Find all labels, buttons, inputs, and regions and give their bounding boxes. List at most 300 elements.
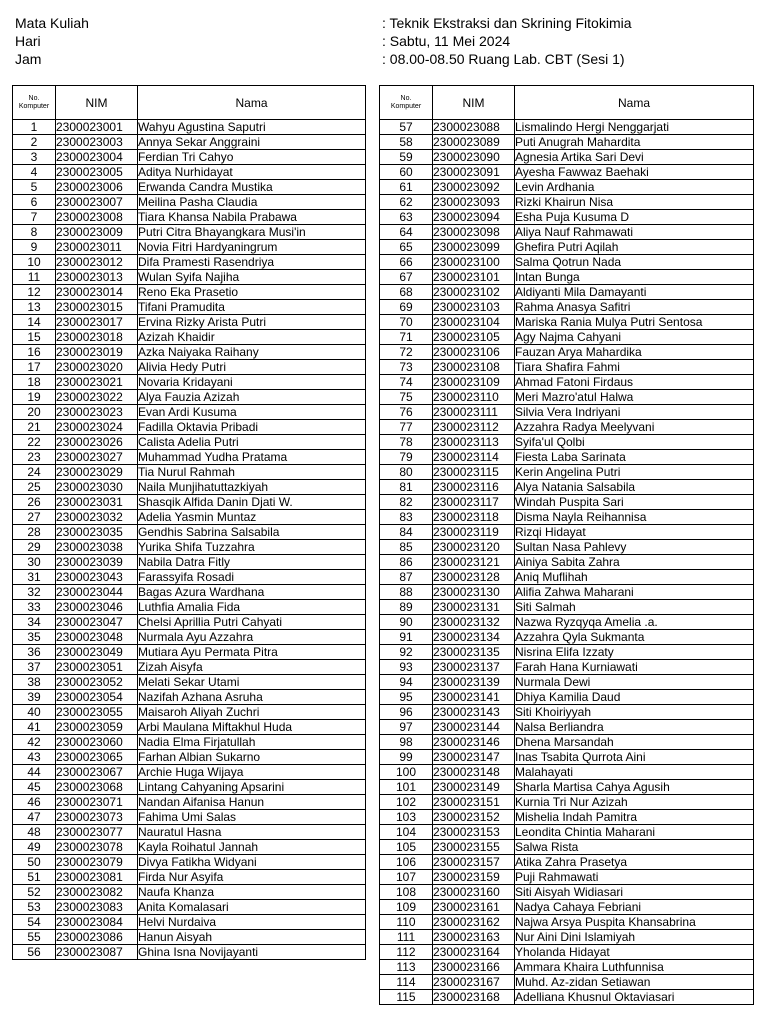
table-row (13, 720, 366, 735)
table-row (380, 255, 754, 270)
cell-nama: Rahma Anasya Safitri (515, 300, 754, 315)
cell-nim: 2300023121 (433, 555, 515, 570)
cell-nim: 2300023094 (433, 210, 515, 225)
table-row (380, 630, 754, 645)
cell-nama: Levin Ardhania (515, 180, 754, 195)
cell-no: 4 (13, 165, 56, 180)
table-row (380, 840, 754, 855)
cell-nama: Windah Puspita Sari (515, 495, 754, 510)
table-row (13, 510, 366, 525)
table-row (380, 345, 754, 360)
table-row (380, 270, 754, 285)
cell-nim: 2300023039 (56, 555, 138, 570)
time-value: : 08.00-08.50 Ruang Lab. CBT (Sesi 1) (382, 51, 625, 67)
cell-nim: 2300023067 (56, 765, 138, 780)
cell-nim: 2300023113 (433, 435, 515, 450)
cell-nim: 2300023144 (433, 720, 515, 735)
table-row (13, 885, 366, 900)
cell-nama: Novaria Kridayani (138, 375, 366, 390)
cell-no: 37 (13, 660, 56, 675)
cell-nim: 2300023005 (56, 165, 138, 180)
cell-nim: 2300023011 (56, 240, 138, 255)
table-row (13, 645, 366, 660)
cell-no: 57 (380, 120, 433, 135)
table-row (380, 795, 754, 810)
table-row (13, 135, 366, 150)
table-row (380, 585, 754, 600)
cell-nim: 2300023047 (56, 615, 138, 630)
cell-nama: Nauratul Hasna (138, 825, 366, 840)
course-value: : Teknik Ekstraksi dan Skrining Fitokimia (382, 15, 632, 31)
table-row (380, 525, 754, 540)
cell-nama: Azizah Khaidir (138, 330, 366, 345)
cell-nama: Dhena Marsandah (515, 735, 754, 750)
cell-nama: Malahayati (515, 765, 754, 780)
cell-nama: Yholanda Hidayat (515, 945, 754, 960)
cell-nim: 2300023089 (433, 135, 515, 150)
table-row (13, 585, 366, 600)
table-row (380, 810, 754, 825)
cell-nim: 2300023092 (433, 180, 515, 195)
cell-no: 55 (13, 930, 56, 945)
cell-nim: 2300023109 (433, 375, 515, 390)
table-row (13, 675, 366, 690)
cell-no: 16 (13, 345, 56, 360)
cell-no: 102 (380, 795, 433, 810)
cell-no: 74 (380, 375, 433, 390)
cell-nim: 2300023147 (433, 750, 515, 765)
table-header-row (13, 86, 366, 120)
cell-no: 86 (380, 555, 433, 570)
cell-no: 91 (380, 630, 433, 645)
cell-nama: Nurmala Dewi (515, 675, 754, 690)
table-row (13, 315, 366, 330)
cell-nama: Intan Bunga (515, 270, 754, 285)
cell-nama: Farassyifa Rosadi (138, 570, 366, 585)
cell-nim: 2300023157 (433, 855, 515, 870)
cell-no: 105 (380, 840, 433, 855)
cell-nama: Aliya Nauf Rahmawati (515, 225, 754, 240)
cell-no: 15 (13, 330, 56, 345)
cell-nama: Inas Tsabita Qurrota Aini (515, 750, 754, 765)
table-row (13, 945, 366, 960)
cell-nama: Erwanda Candra Mustika (138, 180, 366, 195)
attendance-table-right (379, 85, 754, 1005)
table-row (380, 885, 754, 900)
table-row (380, 855, 754, 870)
cell-no: 66 (380, 255, 433, 270)
cell-nama: Alya Fauzia Azizah (138, 390, 366, 405)
cell-nama: Naila Munjihatuttazkiyah (138, 480, 366, 495)
cell-nim: 2300023155 (433, 840, 515, 855)
table-row (13, 765, 366, 780)
cell-nama: Disma Nayla Reihannisa (515, 510, 754, 525)
cell-no: 42 (13, 735, 56, 750)
table-row (13, 465, 366, 480)
cell-nim: 2300023081 (56, 870, 138, 885)
cell-nim: 2300023128 (433, 570, 515, 585)
table-row (380, 480, 754, 495)
table-row (13, 240, 366, 255)
cell-nama: Alifia Zahwa Maharani (515, 585, 754, 600)
cell-nama: Ferdian Tri Cahyo (138, 150, 366, 165)
cell-no: 45 (13, 780, 56, 795)
cell-nim: 2300023116 (433, 480, 515, 495)
cell-nama: Nisrina Elifa Izzaty (515, 645, 754, 660)
table-row (380, 210, 754, 225)
cell-nim: 2300023044 (56, 585, 138, 600)
cell-no: 78 (380, 435, 433, 450)
cell-nim: 2300023006 (56, 180, 138, 195)
cell-nim: 2300023083 (56, 900, 138, 915)
cell-nama: Azzahra Radya Meelyvani (515, 420, 754, 435)
cell-no: 96 (380, 705, 433, 720)
course-label: Mata Kuliah (15, 15, 89, 31)
cell-nim: 2300023151 (433, 795, 515, 810)
cell-nama: Divya Fatikha Widyani (138, 855, 366, 870)
table-row (380, 825, 754, 840)
cell-nim: 2300023132 (433, 615, 515, 630)
cell-no: 106 (380, 855, 433, 870)
cell-nama: Annya Sekar Anggraini (138, 135, 366, 150)
cell-no: 61 (380, 180, 433, 195)
table-row (380, 990, 754, 1005)
table-row (13, 870, 366, 885)
cell-nama: Difa Pramesti Rasendriya (138, 255, 366, 270)
table-row (380, 975, 754, 990)
cell-nim: 2300023084 (56, 915, 138, 930)
cell-no: 67 (380, 270, 433, 285)
table-row (13, 540, 366, 555)
table-row (380, 240, 754, 255)
cell-nim: 2300023105 (433, 330, 515, 345)
cell-nama: Luthfia Amalia Fida (138, 600, 366, 615)
time-label: Jam (15, 51, 42, 67)
cell-nim: 2300023120 (433, 540, 515, 555)
cell-nama: Bagas Azura Wardhana (138, 585, 366, 600)
cell-no: 62 (380, 195, 433, 210)
cell-no: 68 (380, 285, 433, 300)
cell-no: 31 (13, 570, 56, 585)
cell-nama: Salwa Rista (515, 840, 754, 855)
table-row (380, 150, 754, 165)
cell-nim: 2300023086 (56, 930, 138, 945)
document-header (0, 0, 768, 80)
cell-no: 70 (380, 315, 433, 330)
table-row (13, 495, 366, 510)
cell-nama: Muhd. Az-zidan Setiawan (515, 975, 754, 990)
cell-nama: Ghina Isna Novijayanti (138, 945, 366, 960)
table-row (380, 780, 754, 795)
cell-no: 9 (13, 240, 56, 255)
cell-nim: 2300023023 (56, 405, 138, 420)
table-row (380, 660, 754, 675)
table-row (13, 285, 366, 300)
cell-no: 63 (380, 210, 433, 225)
table-row (13, 210, 366, 225)
table-row (13, 525, 366, 540)
cell-nim: 2300023009 (56, 225, 138, 240)
cell-nama: Fahima Umi Salas (138, 810, 366, 825)
cell-nama: Mishelia Indah Pamitra (515, 810, 754, 825)
cell-nama: Kayla Roihatul Jannah (138, 840, 366, 855)
table-row (13, 780, 366, 795)
cell-no: 64 (380, 225, 433, 240)
cell-nim: 2300023046 (56, 600, 138, 615)
cell-no: 107 (380, 870, 433, 885)
attendance-table-left (12, 85, 366, 960)
cell-nama: Nabila Datra Fitly (138, 555, 366, 570)
cell-nama: Naufa Khanza (138, 885, 366, 900)
cell-no: 44 (13, 765, 56, 780)
cell-no: 28 (13, 525, 56, 540)
cell-nama: Reno Eka Prasetio (138, 285, 366, 300)
cell-nim: 2300023134 (433, 630, 515, 645)
cell-nim: 2300023029 (56, 465, 138, 480)
cell-no: 95 (380, 690, 433, 705)
cell-no: 1 (13, 120, 56, 135)
cell-nama: Tifani Pramudita (138, 300, 366, 315)
cell-no: 98 (380, 735, 433, 750)
cell-nim: 2300023014 (56, 285, 138, 300)
table-row (13, 225, 366, 240)
cell-nim: 2300023088 (433, 120, 515, 135)
cell-no: 52 (13, 885, 56, 900)
cell-nama: Azzahra Qyla Sukmanta (515, 630, 754, 645)
cell-nim: 2300023168 (433, 990, 515, 1005)
cell-nim: 2300023004 (56, 150, 138, 165)
cell-no: 90 (380, 615, 433, 630)
column-header-nama: Nama (515, 86, 754, 120)
cell-nama: Ammara Khaira Luthfunnisa (515, 960, 754, 975)
cell-no: 6 (13, 195, 56, 210)
cell-no: 30 (13, 555, 56, 570)
cell-no: 43 (13, 750, 56, 765)
table-row (380, 915, 754, 930)
table-row (13, 255, 366, 270)
cell-no: 111 (380, 930, 433, 945)
cell-nama: Nalsa Berliandra (515, 720, 754, 735)
cell-nama: Aniq Muflihah (515, 570, 754, 585)
cell-nama: Tia Nurul Rahmah (138, 465, 366, 480)
table-row (380, 570, 754, 585)
cell-no: 18 (13, 375, 56, 390)
cell-nim: 2300023131 (433, 600, 515, 615)
table-row (13, 270, 366, 285)
cell-nim: 2300023115 (433, 465, 515, 480)
cell-nama: Azka Naiyaka Raihany (138, 345, 366, 360)
cell-nama: Salma Qotrun Nada (515, 255, 754, 270)
cell-nim: 2300023099 (433, 240, 515, 255)
table-row (13, 555, 366, 570)
cell-no: 77 (380, 420, 433, 435)
table-row (13, 690, 366, 705)
table-row (13, 435, 366, 450)
table-header-row (380, 86, 754, 120)
cell-no: 17 (13, 360, 56, 375)
cell-nim: 2300023159 (433, 870, 515, 885)
cell-nim: 2300023059 (56, 720, 138, 735)
cell-nama: Atika Zahra Prasetya (515, 855, 754, 870)
cell-nim: 2300023065 (56, 750, 138, 765)
table-row (13, 120, 366, 135)
cell-nim: 2300023098 (433, 225, 515, 240)
cell-nim: 2300023111 (433, 405, 515, 420)
cell-no: 81 (380, 480, 433, 495)
table-row (380, 870, 754, 885)
cell-nim: 2300023052 (56, 675, 138, 690)
table-row (380, 390, 754, 405)
cell-nama: Alivia Hedy Putri (138, 360, 366, 375)
cell-no: 54 (13, 915, 56, 930)
cell-nama: Tiara Khansa Nabila Prabawa (138, 210, 366, 225)
cell-no: 59 (380, 150, 433, 165)
table-row (380, 510, 754, 525)
cell-nama: Siti Salmah (515, 600, 754, 615)
table-row (13, 630, 366, 645)
cell-no: 5 (13, 180, 56, 195)
cell-nim: 2300023073 (56, 810, 138, 825)
table-row (380, 720, 754, 735)
table-row (13, 570, 366, 585)
cell-nim: 2300023114 (433, 450, 515, 465)
cell-nama: Wulan Syifa Najiha (138, 270, 366, 285)
table-row (380, 405, 754, 420)
cell-nim: 2300023091 (433, 165, 515, 180)
cell-nama: Nazwa Ryzqyqa Amelia .a. (515, 615, 754, 630)
table-row (13, 180, 366, 195)
cell-no: 13 (13, 300, 56, 315)
cell-no: 83 (380, 510, 433, 525)
table-row (13, 810, 366, 825)
cell-nim: 2300023049 (56, 645, 138, 660)
table-row (380, 135, 754, 150)
cell-no: 101 (380, 780, 433, 795)
cell-no: 3 (13, 150, 56, 165)
cell-nim: 2300023163 (433, 930, 515, 945)
cell-no: 21 (13, 420, 56, 435)
cell-nama: Melati Sekar Utami (138, 675, 366, 690)
cell-no: 110 (380, 915, 433, 930)
cell-nim: 2300023019 (56, 345, 138, 360)
cell-no: 49 (13, 840, 56, 855)
cell-nama: Adelia Yasmin Muntaz (138, 510, 366, 525)
cell-nim: 2300023102 (433, 285, 515, 300)
cell-nama: Meri Mazro'atul Halwa (515, 390, 754, 405)
cell-nama: Alya Natania Salsabila (515, 480, 754, 495)
day-value: : Sabtu, 11 Mei 2024 (382, 33, 511, 49)
table-row (380, 420, 754, 435)
cell-nim: 2300023008 (56, 210, 138, 225)
cell-no: 89 (380, 600, 433, 615)
cell-nim: 2300023068 (56, 780, 138, 795)
table-row (380, 360, 754, 375)
table-row (380, 465, 754, 480)
column-header-no: No. Komputer (13, 86, 56, 120)
day-label: Hari (15, 33, 41, 49)
table-body-right (380, 120, 754, 1005)
cell-no: 26 (13, 495, 56, 510)
cell-nama: Nadia Elma Firjatullah (138, 735, 366, 750)
cell-nim: 2300023082 (56, 885, 138, 900)
cell-no: 108 (380, 885, 433, 900)
cell-nama: Gendhis Sabrina Salsabila (138, 525, 366, 540)
cell-nama: Najwa Arsya Puspita Khansabrina (515, 915, 754, 930)
cell-nama: Lismalindo Hergi Nenggarjati (515, 120, 754, 135)
cell-nama: Anita Komalasari (138, 900, 366, 915)
cell-nama: Fiesta Laba Sarinata (515, 450, 754, 465)
table-row (380, 900, 754, 915)
cell-nim: 2300023024 (56, 420, 138, 435)
cell-nim: 2300023108 (433, 360, 515, 375)
cell-nama: Chelsi Aprillia Putri Cahyati (138, 615, 366, 630)
cell-nama: Siti Khoiriyyah (515, 705, 754, 720)
cell-nama: Rizki Khairun Nisa (515, 195, 754, 210)
cell-nim: 2300023026 (56, 435, 138, 450)
table-row (380, 690, 754, 705)
cell-nim: 2300023020 (56, 360, 138, 375)
column-header-nama: Nama (138, 86, 366, 120)
cell-nama: Nazifah Azhana Asruha (138, 690, 366, 705)
cell-no: 100 (380, 765, 433, 780)
cell-no: 65 (380, 240, 433, 255)
cell-no: 99 (380, 750, 433, 765)
cell-nama: Novia Fitri Hardyaningrum (138, 240, 366, 255)
table-row (13, 390, 366, 405)
table-row (380, 495, 754, 510)
table-row (13, 195, 366, 210)
cell-nama: Dhiya Kamilia Daud (515, 690, 754, 705)
cell-nim: 2300023031 (56, 495, 138, 510)
cell-no: 103 (380, 810, 433, 825)
cell-no: 84 (380, 525, 433, 540)
column-header-no: No. Komputer (380, 86, 433, 120)
cell-no: 69 (380, 300, 433, 315)
table-row (380, 930, 754, 945)
table-row (380, 165, 754, 180)
table-row (380, 435, 754, 450)
cell-no: 109 (380, 900, 433, 915)
cell-nama: Wahyu Agustina Saputri (138, 120, 366, 135)
cell-no: 76 (380, 405, 433, 420)
table-row (13, 840, 366, 855)
cell-nim: 2300023013 (56, 270, 138, 285)
cell-no: 113 (380, 960, 433, 975)
cell-no: 32 (13, 585, 56, 600)
cell-no: 36 (13, 645, 56, 660)
cell-nim: 2300023166 (433, 960, 515, 975)
cell-no: 58 (380, 135, 433, 150)
cell-nim: 2300023167 (433, 975, 515, 990)
cell-nama: Evan Ardi Kusuma (138, 405, 366, 420)
cell-nim: 2300023078 (56, 840, 138, 855)
cell-nama: Ayesha Fawwaz Baehaki (515, 165, 754, 180)
cell-nim: 2300023043 (56, 570, 138, 585)
cell-no: 80 (380, 465, 433, 480)
cell-no: 8 (13, 225, 56, 240)
cell-nim: 2300023103 (433, 300, 515, 315)
table-row (13, 705, 366, 720)
column-header-nim: NIM (56, 86, 138, 120)
cell-nim: 2300023051 (56, 660, 138, 675)
cell-no: 24 (13, 465, 56, 480)
cell-nama: Nadya Cahaya Febriani (515, 900, 754, 915)
cell-no: 93 (380, 660, 433, 675)
cell-no: 48 (13, 825, 56, 840)
cell-no: 97 (380, 720, 433, 735)
cell-nim: 2300023021 (56, 375, 138, 390)
cell-nama: Farhan Albian Sukarno (138, 750, 366, 765)
